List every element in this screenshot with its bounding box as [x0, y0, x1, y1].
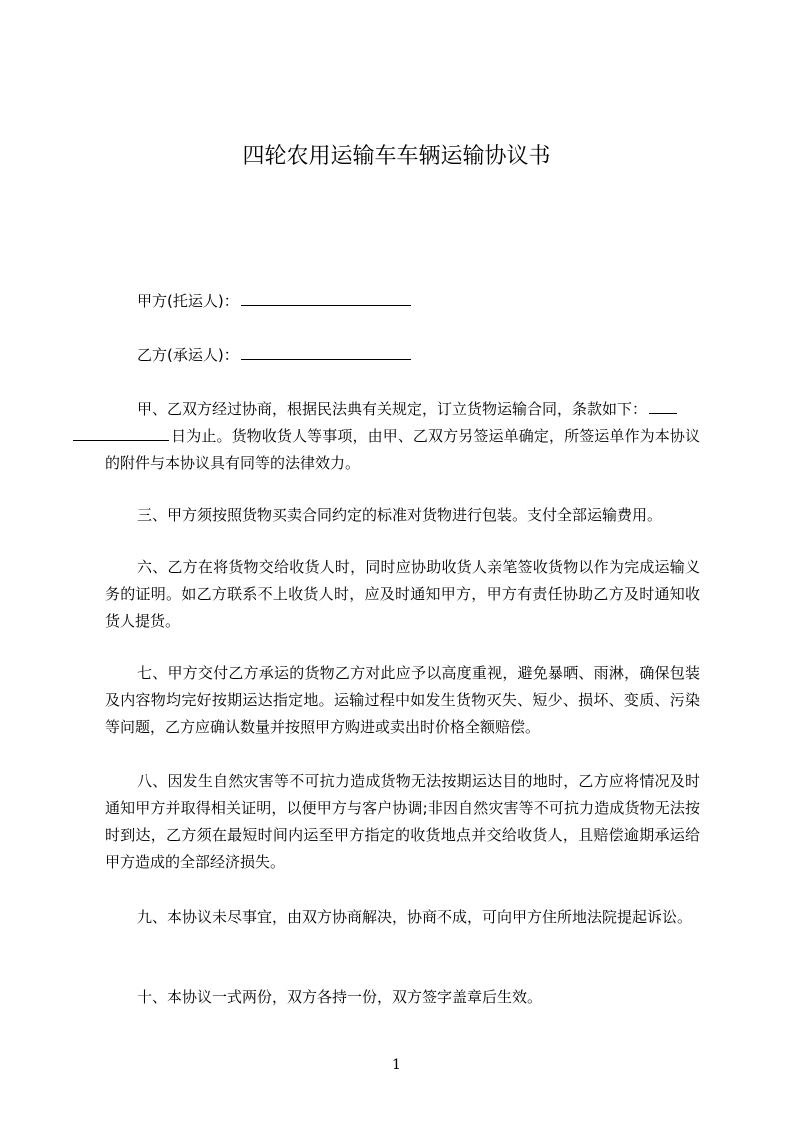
clause-intro-tail: 日为止。货物收货人等事项，由甲、乙双方另签运单确定，所签运单作为本协议的附件与本协议具有同等的法律效力。	[105, 427, 700, 472]
clause-intro-blank-1	[649, 399, 677, 414]
party-b-line	[137, 345, 411, 365]
party-a-line	[137, 291, 411, 311]
document-title: 四轮农用运输车车辆运输协议书	[242, 144, 551, 169]
clause-10: 十、本协议一式两份，双方各持一份，双方签字盖章后生效。	[137, 988, 543, 1006]
page-number: 1	[392, 1057, 401, 1073]
clause-intro	[105, 396, 700, 477]
party-b-blank	[241, 345, 411, 360]
clause-intro-blank-2	[73, 426, 169, 441]
clause-3: 三、甲方须按照货物买卖合同约定的标准对货物进行包装。支付全部运输费用。	[137, 506, 663, 524]
party-b-label: 乙方(承运人)：	[137, 346, 239, 364]
clause-9: 九、本协议未尽事宜，由双方协商解决，协商不成，可向甲方住所地法院提起诉讼。	[137, 908, 693, 926]
party-a-blank	[241, 291, 411, 306]
clause-8: 八、因发生自然灾害等不可抗力造成货物无法按期运达目的地时，乙方应将情况及时通知甲方并取得相关证明，以便甲方与客户协调;非因自然灾害等不可抗力造成货物无法按时到达，乙方须在最短时间内运至甲方指定的收货地点并交给收货人，且赔偿逾期承运给甲方造成的全部经济损失。	[105, 772, 700, 871]
clause-intro-head: 甲、乙双方经过协商，根据民法典有关规定，订立货物运输合同，条款如下：	[137, 400, 648, 418]
party-a-label: 甲方(托运人)：	[137, 292, 239, 310]
clause-6: 六、乙方在将货物交给收货人时，同时应协助收货人亲笔签收货物以作为完成运输义务的证明。如乙方联系不上收货人时，应及时通知甲方，甲方有责任协助乙方及时通知收货人提货。	[105, 558, 700, 630]
clause-7: 七、甲方交付乙方承运的货物乙方对此应予以高度重视，避免暴晒、雨淋，确保包装及内容物均完好按期运达指定地。运输过程中如发生货物灭失、短少、损坏、变质、污染等问题，乙方应确认数量并按照甲方购进或卖出时价格全额赔偿。	[105, 664, 700, 736]
